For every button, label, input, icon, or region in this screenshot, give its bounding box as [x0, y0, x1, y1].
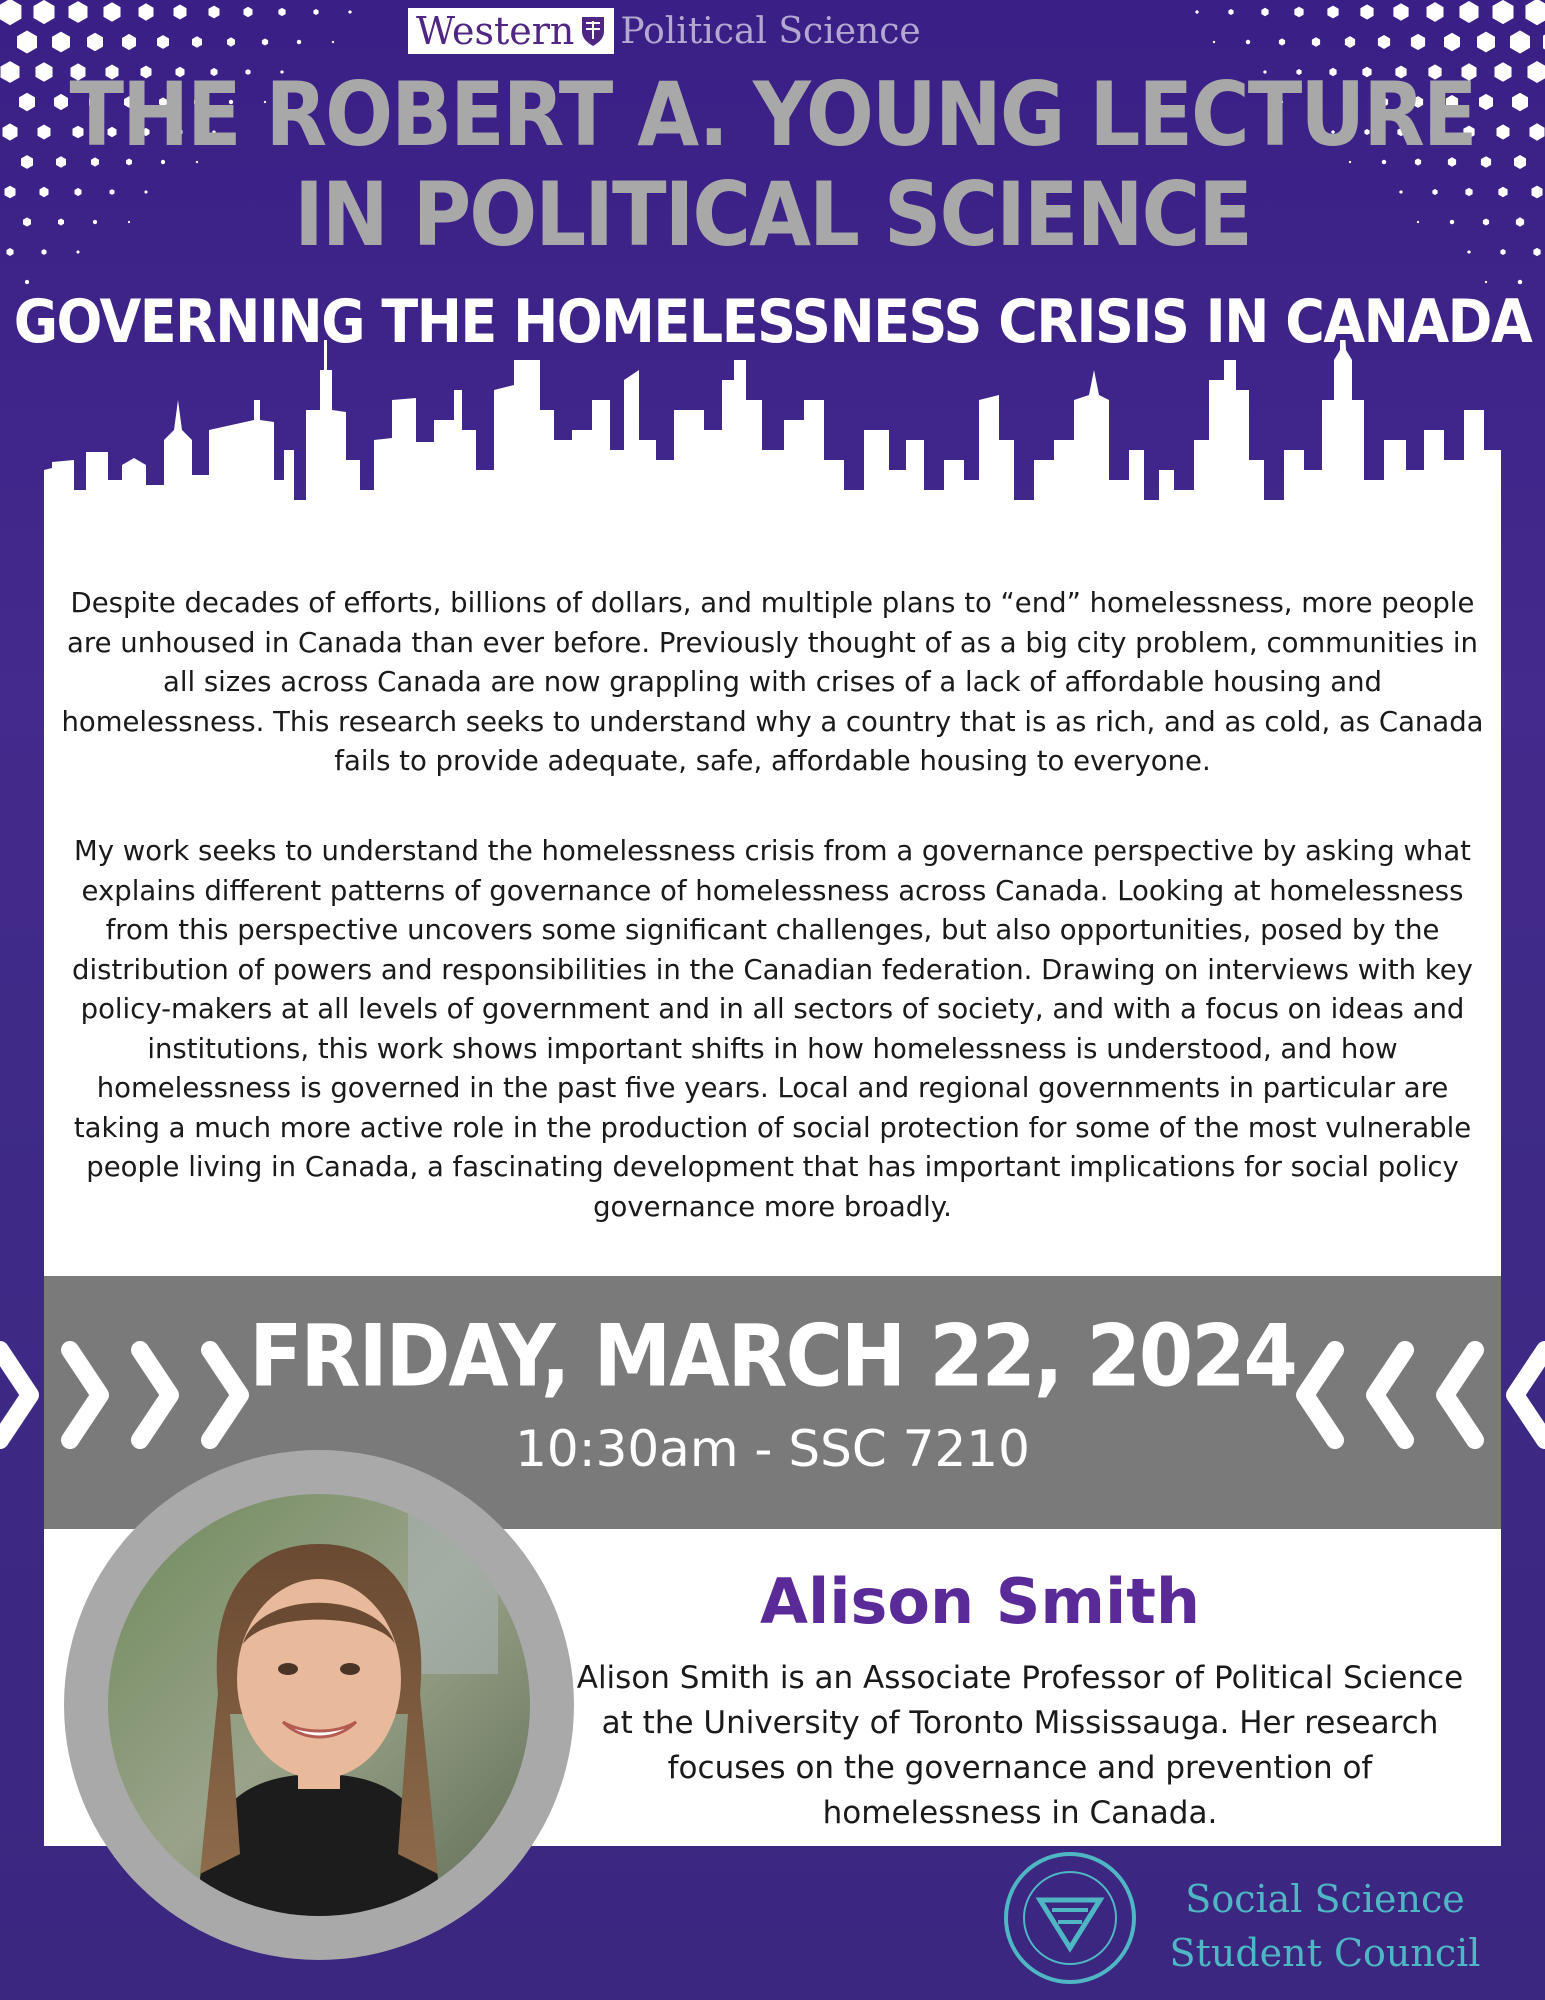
western-political-science-logo	[408, 8, 921, 54]
hexagon-dot	[1526, 0, 1545, 25]
hexagon-dot	[1477, 32, 1495, 53]
speaker-name: Alison Smith	[760, 1565, 1200, 1638]
hexagon-dot	[1246, 40, 1250, 45]
speaker-photo	[108, 1494, 530, 1916]
hexagon-dot	[1411, 34, 1425, 50]
hexagon-dot	[174, 5, 187, 20]
lecture-subtitle: GOVERNING THE HOMELESSNESS CRISIS IN CANADA	[13, 286, 1532, 357]
hexagon-dot	[1345, 36, 1355, 48]
student-council-seal-icon	[1000, 1848, 1140, 1988]
city-skyline-silhouette	[44, 340, 1501, 570]
student-council-name-line-2: Student Council	[1169, 1931, 1481, 1975]
event-date: FRIDAY, MARCH 22, 2024	[249, 1307, 1296, 1407]
hexagon-dot	[1393, 3, 1408, 20]
hexagon-dot	[1195, 10, 1198, 14]
abstract-panel	[44, 568, 1501, 1276]
hexagon-dot	[1294, 7, 1303, 18]
abstract-paragraph-1: Despite decades of efforts, billions of dollars, and multiple plans to “end” homelessness, more people are unhoused in Canada than ever before. Previously thought of as a big city problem, communities in all sizes across Canada are now grappling with crises of a lack of affordable housing and homelessness. This research seeks to understand why a country that is as rich, and as cold, as Canada fails to provide adequate, safe, affordable housing to everyone.	[61, 587, 1484, 777]
hexagon-dot	[297, 40, 301, 45]
speaker-bio: Alison Smith is an Associate Professor of Political Science at the University of Toronto Mississauga. Her research focuses on the governance and prevention of homelessness in Canada.	[576, 1660, 1464, 1831]
western-wordmark-text: Western	[416, 9, 575, 53]
hexagon-dot	[1444, 33, 1460, 52]
hexagon-dot	[1493, 0, 1514, 24]
hexagon-dot	[1360, 4, 1373, 19]
hexagon-dot	[313, 9, 318, 15]
lecture-title-line-2: IN POLITICAL SCIENCE	[294, 163, 1251, 266]
hexagon-dot	[1279, 38, 1285, 45]
department-name: Political Science	[620, 10, 921, 52]
hexagon-dot	[1228, 9, 1233, 15]
hexagon-dot	[52, 32, 70, 53]
hexagon-dot	[1510, 30, 1530, 53]
hexagon-dot	[0, 0, 21, 25]
hexagon-dot	[25, 280, 29, 285]
hexagon-dot	[1327, 6, 1338, 19]
event-time-location: 10:30am - SSC 7210	[515, 1420, 1030, 1478]
hexagon-dot	[1378, 35, 1390, 49]
hexagon-dot	[1213, 41, 1215, 44]
hexagon-dot	[209, 6, 220, 19]
university-shield-icon	[580, 15, 606, 47]
student-council-name-line-1: Social Science	[1185, 1877, 1465, 1921]
hexagon-dot	[1427, 2, 1444, 22]
hexagon-dot	[227, 37, 235, 46]
hexagon-dot	[34, 0, 55, 24]
hexagon-dot	[157, 35, 169, 49]
speaker-photo-frame	[64, 1450, 574, 1960]
hexagon-dot	[69, 1, 88, 23]
hexagon-dot	[192, 36, 202, 48]
hexagon-dot	[104, 2, 121, 22]
hexagon-dot	[1261, 8, 1268, 16]
hexagon-dot	[139, 3, 154, 20]
hexagon-dot	[1485, 281, 1487, 284]
hexagon-dot	[17, 31, 37, 54]
hexagon-dot	[1518, 280, 1522, 285]
hexagon-dot	[1460, 1, 1479, 23]
abstract-paragraph-2: My work seeks to understand the homelessness crisis from a governance perspective by asking what explains different patterns of governance of homelessness across Canada. Looking at homelessness from this perspective uncovers some significant challenges, but also opportunities, posed by the distribution of powers and responsibilities in the Canadian federation. Drawing on interviews with key policy-makers at all levels of government and in all sectors of society, and with a focus on ideas and institutions, this work shows important shifts in how homelessness is understood, and how homelessness is governed in the past five years. Local and regional governments in particular are taking a much more active role in the production of social protection for some of the most vulnerable people living in Canada, a fascinating development that has important implications for social policy governance more broadly.	[72, 835, 1473, 1223]
hexagon-dot	[244, 7, 253, 17]
hexagon-dot	[262, 39, 268, 46]
western-wordmark	[408, 8, 614, 54]
lecture-title-line-1: THE ROBERT A. YOUNG LECTURE	[69, 63, 1476, 166]
hexagon-dot	[332, 41, 334, 43]
student-council-name	[1160, 1872, 1490, 1980]
hexagon-dot	[348, 10, 351, 14]
hexagon-dot	[122, 34, 136, 50]
hexagon-dot	[1312, 37, 1320, 46]
hexagon-dot	[87, 33, 103, 51]
hexagon-dot	[278, 8, 285, 16]
